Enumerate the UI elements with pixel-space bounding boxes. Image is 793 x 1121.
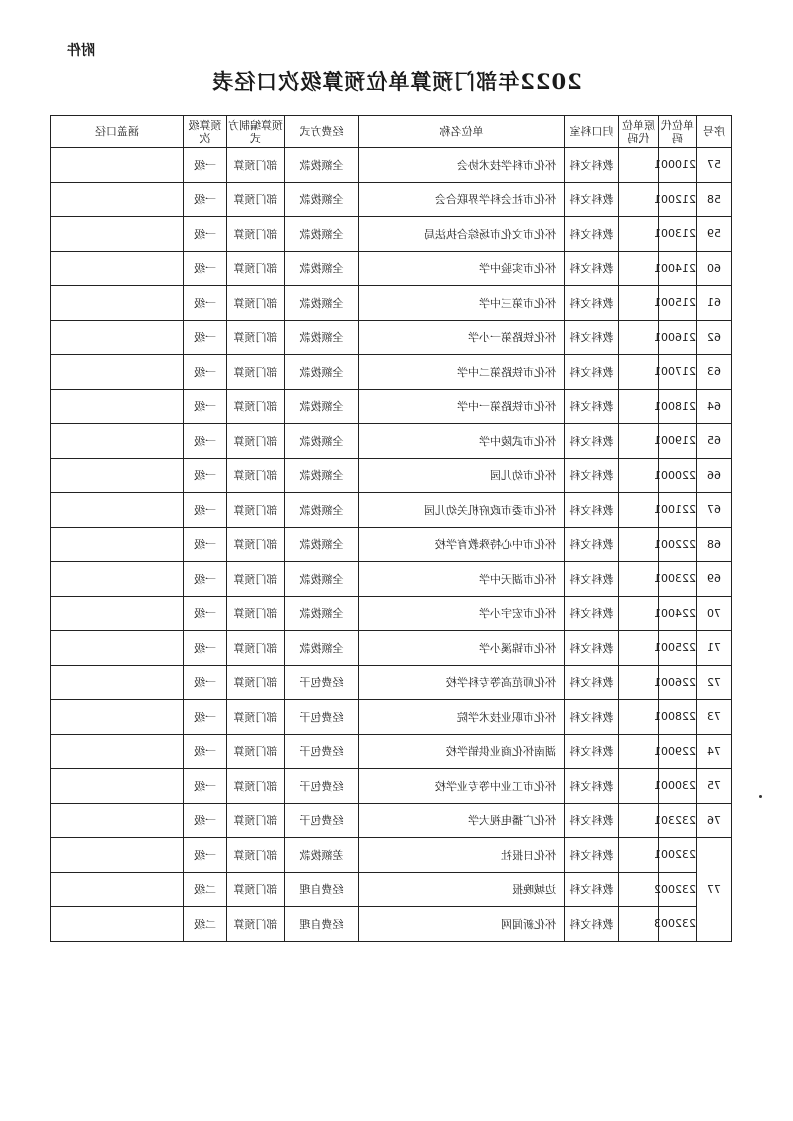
table-row: [51, 734, 732, 769]
cell-scope: [51, 665, 184, 700]
cell-unit-code: 216001: [659, 320, 697, 355]
cell-level: 一级: [184, 458, 227, 493]
cell-method: 部门预算: [227, 251, 285, 286]
cell-unit-code: 214001: [659, 251, 697, 286]
cell-unit-code: 230001: [659, 769, 697, 804]
cell-method: 部门预算: [227, 389, 285, 424]
cell-level: 二级: [184, 872, 227, 907]
table-row: [51, 907, 732, 942]
cell-scope: [51, 907, 184, 942]
cell-method: 部门预算: [227, 217, 285, 252]
cell-level: 一级: [184, 527, 227, 562]
cell-funding: 经费包干: [285, 665, 359, 700]
cell-funding: 全额拨款: [285, 355, 359, 390]
cell-unit-name: 怀化师范高等专科学校: [359, 665, 565, 700]
header-unit-name: 单位名称: [359, 116, 565, 148]
table-row: [51, 631, 732, 666]
cell-funding: 经费包干: [285, 769, 359, 804]
cell-orig-code: [619, 355, 659, 390]
cell-unit-name: 湖南怀化商业供销学校: [359, 734, 565, 769]
cell-office: 教科文科: [565, 803, 619, 838]
table-row: [51, 217, 732, 252]
cell-unit-code: 220001: [659, 458, 697, 493]
cell-method: 部门预算: [227, 458, 285, 493]
cell-office: 教科文科: [565, 217, 619, 252]
cell-seq: 76: [697, 803, 732, 838]
cell-funding: 经费包干: [285, 734, 359, 769]
page-title: 2022年部门预算单位预算级次口径表: [211, 69, 582, 94]
table-row: [51, 355, 732, 390]
cell-office: 教科文科: [565, 458, 619, 493]
cell-office: 教科文科: [565, 734, 619, 769]
cell-method: 部门预算: [227, 286, 285, 321]
cell-orig-code: [619, 389, 659, 424]
cell-scope: [51, 769, 184, 804]
cell-office: 教科文科: [565, 907, 619, 942]
cell-orig-code: [619, 631, 659, 666]
cell-method: 部门预算: [227, 631, 285, 666]
cell-seq: 65: [697, 424, 732, 459]
cell-method: 部门预算: [227, 769, 285, 804]
cell-method: 部门预算: [227, 872, 285, 907]
cell-office: 教科文科: [565, 769, 619, 804]
budget-level-table: [50, 115, 732, 942]
cell-method: 部门预算: [227, 562, 285, 597]
cell-method: 部门预算: [227, 665, 285, 700]
table-row: [51, 148, 732, 183]
cell-orig-code: [619, 596, 659, 631]
cell-unit-code: 228001: [659, 700, 697, 735]
cell-unit-name: 怀化市第三中学: [359, 286, 565, 321]
cell-scope: [51, 320, 184, 355]
cell-orig-code: [619, 838, 659, 873]
table-row: [51, 596, 732, 631]
cell-funding: 全额拨款: [285, 389, 359, 424]
cell-seq: 75: [697, 769, 732, 804]
cell-unit-name: 怀化市铁路第一中学: [359, 389, 565, 424]
cell-scope: [51, 562, 184, 597]
table-row: [51, 320, 732, 355]
header-office: 归口科室: [565, 116, 619, 148]
cell-unit-code: 213001: [659, 217, 697, 252]
cell-scope: [51, 458, 184, 493]
table-row: [51, 251, 732, 286]
cell-seq: 60: [697, 251, 732, 286]
cell-unit-code: 225001: [659, 631, 697, 666]
cell-office: 教科文科: [565, 286, 619, 321]
cell-unit-name: 怀化市科学技术协会: [359, 148, 565, 183]
table-row: [51, 182, 732, 217]
cell-funding: 全额拨款: [285, 320, 359, 355]
cell-unit-name: 怀化铁路第一小学: [359, 320, 565, 355]
cell-office: 教科文科: [565, 148, 619, 183]
table-row: [51, 700, 732, 735]
cell-method: 部门预算: [227, 596, 285, 631]
cell-unit-name: 怀化市工业中等专业学校: [359, 769, 565, 804]
cell-scope: [51, 734, 184, 769]
cell-level: 一级: [184, 562, 227, 597]
cell-funding: 经费自理: [285, 907, 359, 942]
cell-level: 一级: [184, 286, 227, 321]
cell-funding: 全额拨款: [285, 562, 359, 597]
cell-level: 一级: [184, 734, 227, 769]
cell-method: 部门预算: [227, 907, 285, 942]
cell-orig-code: [619, 424, 659, 459]
cell-unit-code: 223001: [659, 562, 697, 597]
cell-level: 一级: [184, 665, 227, 700]
cell-office: 教科文科: [565, 700, 619, 735]
table-row: [51, 872, 732, 907]
table-row: [51, 803, 732, 838]
table-row: [51, 493, 732, 528]
cell-seq: 68: [697, 527, 732, 562]
cell-level: 一级: [184, 424, 227, 459]
cell-level: 一级: [184, 182, 227, 217]
cell-orig-code: [619, 148, 659, 183]
cell-unit-name: 怀化广播电视大学: [359, 803, 565, 838]
table-row: [51, 769, 732, 804]
cell-unit-name: 怀化市中心特殊教育学校: [359, 527, 565, 562]
cell-scope: [51, 631, 184, 666]
cell-method: 部门预算: [227, 734, 285, 769]
cell-seq: 67: [697, 493, 732, 528]
cell-funding: 经费包干: [285, 803, 359, 838]
cell-scope: [51, 148, 184, 183]
cell-unit-name: 怀化市职业技术学院: [359, 700, 565, 735]
cell-office: 教科文科: [565, 872, 619, 907]
cell-office: 教科文科: [565, 665, 619, 700]
cell-orig-code: [619, 907, 659, 942]
header-method: 预算编制方式: [227, 116, 285, 148]
cell-method: 部门预算: [227, 320, 285, 355]
cell-orig-code: [619, 251, 659, 286]
table-header-row: [51, 116, 732, 148]
cell-unit-name: 怀化日报社: [359, 838, 565, 873]
cell-unit-name: 怀化市社会科学界联合会: [359, 182, 565, 217]
cell-office: 教科文科: [565, 562, 619, 597]
cell-office: 教科文科: [565, 493, 619, 528]
cell-unit-name: 怀化新闻网: [359, 907, 565, 942]
table-row: [51, 286, 732, 321]
cell-seq: 61: [697, 286, 732, 321]
cell-funding: 全额拨款: [285, 251, 359, 286]
cell-funding: 全额拨款: [285, 493, 359, 528]
cell-orig-code: [619, 803, 659, 838]
cell-funding: 全额拨款: [285, 631, 359, 666]
cell-unit-code: 210001: [659, 148, 697, 183]
cell-seq: 66: [697, 458, 732, 493]
cell-orig-code: [619, 734, 659, 769]
cell-orig-code: [619, 182, 659, 217]
header-unit-code: 单位代码: [659, 116, 697, 148]
cell-method: 部门预算: [227, 424, 285, 459]
cell-funding: 全额拨款: [285, 148, 359, 183]
cell-scope: [51, 803, 184, 838]
cell-seq: 73: [697, 700, 732, 735]
cell-office: 教科文科: [565, 631, 619, 666]
cell-funding: 全额拨款: [285, 182, 359, 217]
attachment-label: 附件: [67, 43, 95, 59]
table-row: [51, 458, 732, 493]
header-scope: 涵盖口径: [51, 116, 184, 148]
cell-seq: 70: [697, 596, 732, 631]
cell-office: 教科文科: [565, 320, 619, 355]
cell-scope: [51, 493, 184, 528]
cell-unit-name: 怀化市铁路第二中学: [359, 355, 565, 390]
cell-scope: [51, 389, 184, 424]
cell-orig-code: [619, 320, 659, 355]
cell-method: 部门预算: [227, 148, 285, 183]
cell-scope: [51, 596, 184, 631]
cell-funding: 经费自理: [285, 872, 359, 907]
cell-unit-name: 怀化市文化市场综合执法局: [359, 217, 565, 252]
cell-level: 二级: [184, 907, 227, 942]
cell-method: 部门预算: [227, 355, 285, 390]
cell-scope: [51, 251, 184, 286]
cell-unit-code: 217001: [659, 355, 697, 390]
cell-funding: 差额拨款: [285, 838, 359, 873]
cell-office: 教科文科: [565, 389, 619, 424]
cell-method: 部门预算: [227, 700, 285, 735]
cell-unit-code: 229001: [659, 734, 697, 769]
cell-orig-code: [619, 527, 659, 562]
cell-orig-code: [619, 286, 659, 321]
cell-seq: 71: [697, 631, 732, 666]
cell-unit-code: 219001: [659, 424, 697, 459]
cell-method: 部门预算: [227, 527, 285, 562]
cell-seq: 74: [697, 734, 732, 769]
table-body: [51, 148, 732, 942]
scan-speck: [759, 795, 762, 798]
header-funding: 经费方式: [285, 116, 359, 148]
table-row: [51, 665, 732, 700]
cell-unit-name: 怀化市幼儿园: [359, 458, 565, 493]
cell-level: 一级: [184, 148, 227, 183]
cell-scope: [51, 872, 184, 907]
cell-orig-code: [619, 872, 659, 907]
cell-level: 一级: [184, 355, 227, 390]
cell-method: 部门预算: [227, 182, 285, 217]
cell-scope: [51, 838, 184, 873]
header-level: 预算级次: [184, 116, 227, 148]
cell-unit-code: 232001: [659, 838, 697, 873]
cell-seq: 63: [697, 355, 732, 390]
header-seq: 序号: [697, 116, 732, 148]
cell-scope: [51, 217, 184, 252]
table-row: [51, 562, 732, 597]
cell-level: 一级: [184, 389, 227, 424]
cell-funding: 全额拨款: [285, 424, 359, 459]
cell-orig-code: [619, 458, 659, 493]
cell-unit-code: 232301: [659, 803, 697, 838]
cell-office: 教科文科: [565, 424, 619, 459]
cell-unit-code: 218001: [659, 389, 697, 424]
cell-level: 一级: [184, 803, 227, 838]
cell-unit-code: 232003: [659, 907, 697, 942]
cell-method: 部门预算: [227, 493, 285, 528]
header-orig-code: 原单位代码: [619, 116, 659, 148]
cell-scope: [51, 700, 184, 735]
table-row: [51, 527, 732, 562]
cell-unit-name: 怀化市湖天中学: [359, 562, 565, 597]
cell-level: 一级: [184, 217, 227, 252]
cell-unit-code: 226001: [659, 665, 697, 700]
cell-scope: [51, 182, 184, 217]
cell-orig-code: [619, 700, 659, 735]
cell-orig-code: [619, 562, 659, 597]
cell-orig-code: [619, 217, 659, 252]
cell-level: 一级: [184, 320, 227, 355]
cell-seq: 58: [697, 182, 732, 217]
cell-unit-name: 怀化市武陵中学: [359, 424, 565, 459]
cell-scope: [51, 527, 184, 562]
cell-scope: [51, 424, 184, 459]
cell-funding: 全额拨款: [285, 458, 359, 493]
cell-unit-name: 怀化市锦溪小学: [359, 631, 565, 666]
cell-orig-code: [619, 769, 659, 804]
cell-unit-name: 怀化市宏宇小学: [359, 596, 565, 631]
cell-orig-code: [619, 493, 659, 528]
cell-seq: 72: [697, 665, 732, 700]
cell-unit-code: 222001: [659, 527, 697, 562]
cell-office: 教科文科: [565, 251, 619, 286]
cell-unit-code: 232002: [659, 872, 697, 907]
cell-office: 教科文科: [565, 182, 619, 217]
cell-unit-code: 221001: [659, 493, 697, 528]
table-row: [51, 838, 732, 873]
cell-level: 一级: [184, 838, 227, 873]
cell-level: 一级: [184, 493, 227, 528]
cell-unit-name: 怀化市委市政府机关幼儿园: [359, 493, 565, 528]
cell-office: 教科文科: [565, 838, 619, 873]
cell-office: 教科文科: [565, 527, 619, 562]
cell-funding: 全额拨款: [285, 596, 359, 631]
cell-seq: 62: [697, 320, 732, 355]
cell-scope: [51, 286, 184, 321]
table-row: [51, 424, 732, 459]
cell-level: 一级: [184, 769, 227, 804]
cell-unit-name: 边城晚报: [359, 872, 565, 907]
cell-office: 教科文科: [565, 355, 619, 390]
cell-seq: 69: [697, 562, 732, 597]
cell-seq: 77: [697, 838, 732, 942]
cell-office: 教科文科: [565, 596, 619, 631]
cell-seq: 59: [697, 217, 732, 252]
cell-funding: 全额拨款: [285, 217, 359, 252]
cell-level: 一级: [184, 700, 227, 735]
cell-method: 部门预算: [227, 803, 285, 838]
cell-funding: 全额拨款: [285, 286, 359, 321]
cell-level: 一级: [184, 251, 227, 286]
cell-seq: 57: [697, 148, 732, 183]
cell-level: 一级: [184, 596, 227, 631]
cell-level: 一级: [184, 631, 227, 666]
cell-funding: 全额拨款: [285, 527, 359, 562]
cell-orig-code: [619, 665, 659, 700]
cell-method: 部门预算: [227, 838, 285, 873]
cell-funding: 经费包干: [285, 700, 359, 735]
cell-unit-code: 215001: [659, 286, 697, 321]
cell-scope: [51, 355, 184, 390]
cell-unit-code: 212001: [659, 182, 697, 217]
cell-unit-code: 224001: [659, 596, 697, 631]
table-row: [51, 389, 732, 424]
cell-unit-name: 怀化市实验中学: [359, 251, 565, 286]
cell-seq: 64: [697, 389, 732, 424]
